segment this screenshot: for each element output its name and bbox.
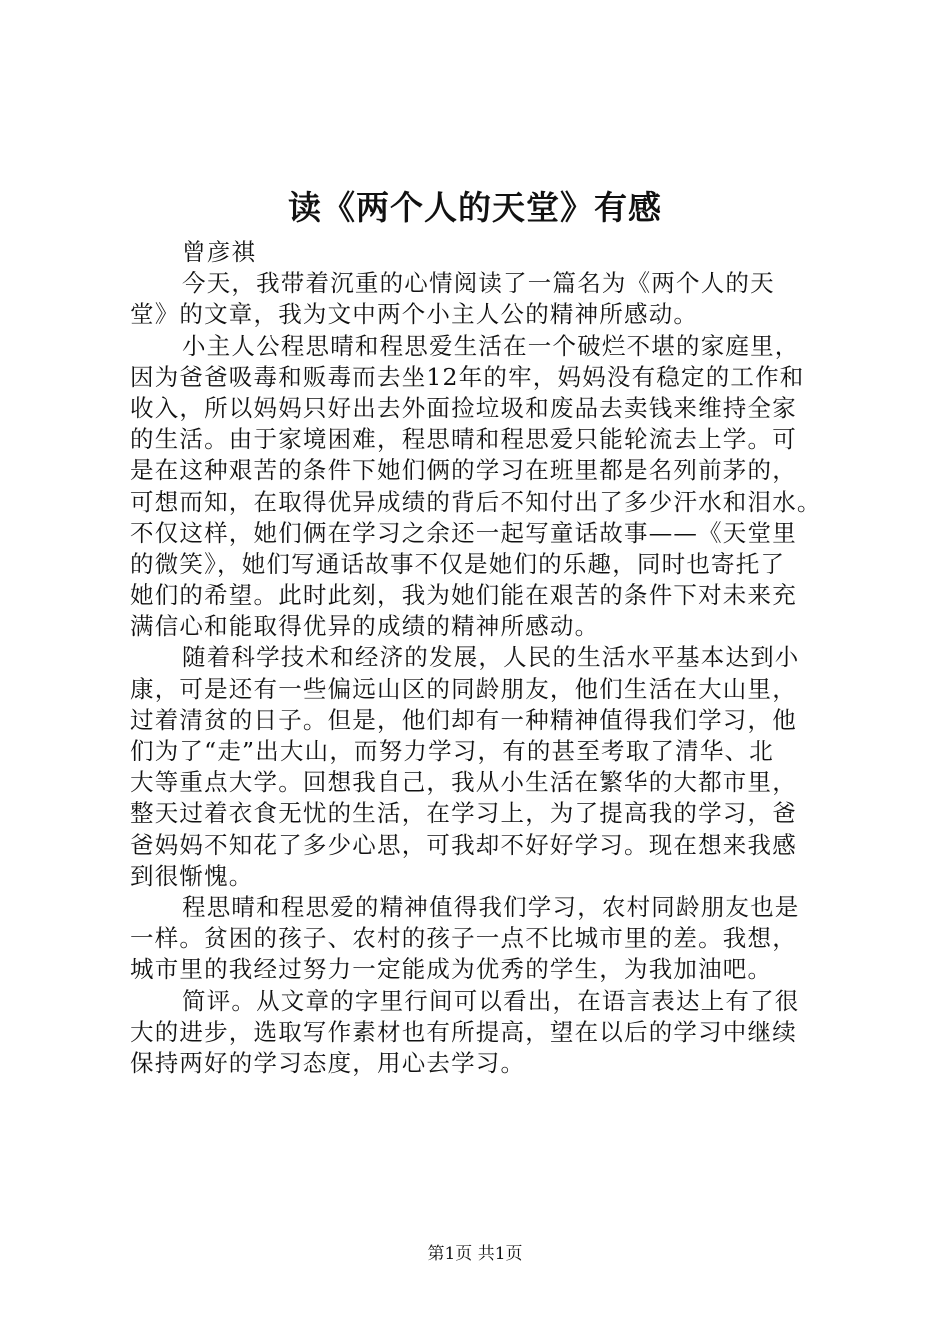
text-line: 大等重点大学。回想我自己，我从小生活在繁华的大都市里， [130, 768, 797, 797]
text-line: 不仅这样，她们俩在学习之余还一起写童话故事——《天堂里 [130, 518, 797, 547]
text-line: 到很惭愧。 [130, 861, 254, 890]
text-line: 大的进步，选取写作素材也有所提高，望在以后的学习中继续 [130, 1017, 797, 1046]
text-line: 整天过着衣食无忧的生活，在学习上，为了提高我的学习，爸 [130, 799, 797, 828]
paragraph-lines [130, 268, 835, 1079]
text-line: 们为了“走”出大山，而努力学习，有的甚至考取了清华、北 [130, 737, 774, 765]
text-line: 简评。从文章的字里行间可以看出，在语言表达上有了很 [182, 986, 800, 1015]
text-line: 可想而知，在取得优异成绩的背后不知付出了多少汗水和泪水。 [130, 487, 822, 516]
text-line: 堂》的文章，我为文中两个小主人公的精神所感动。 [130, 300, 699, 329]
text-line: 康，可是还有一些偏远山区的同龄朋友，他们生活在大山里， [130, 674, 797, 703]
text-line: 是在这种艰苦的条件下她们俩的学习在班里都是名列前茅的， [130, 456, 797, 485]
text-line: 过着清贫的日子。但是，他们却有一种精神值得我们学习，他 [130, 705, 797, 734]
text-line: 爸妈妈不知花了多少心思，可我却不好好学习。现在想来我感 [130, 830, 797, 859]
text-line: 程思晴和程思爱的精神值得我们学习，农村同龄朋友也是 [182, 892, 800, 921]
text-line: 的生活。由于家境困难，程思晴和程思爱只能轮流去上学。可 [130, 425, 797, 454]
document-title: 读《两个人的天堂》有感 [288, 188, 662, 227]
page-footer: 第1页 共1页 [427, 1244, 523, 1264]
text-line: 保持两好的学习态度，用心去学习。 [130, 1048, 526, 1077]
text-line: 她们的希望。此时此刻，我为她们能在艰苦的条件下对未来充 [130, 581, 797, 610]
text-line: 的微笑》，她们写通话故事不仅是她们的乐趣，同时也寄托了 [130, 549, 786, 578]
author-name: 曾彦祺 [182, 238, 257, 266]
text-line: 城市里的我经过努力一定能成为优秀的学生，为我加油吧。 [130, 955, 773, 984]
text-line: 小主人公程思晴和程思爱生活在一个破烂不堪的家庭里， [182, 331, 800, 360]
text-line: 因为爸爸吸毒和贩毒而去坐12年的牢，妈妈没有稳定的工作和 [130, 362, 805, 391]
document-body [130, 237, 835, 1079]
text-line: 今天，我带着沉重的心情阅读了一篇名为《两个人的天 [182, 269, 775, 298]
text-line: 一样。贫困的孩子、农村的孩子一点不比城市里的差。我想， [130, 924, 797, 953]
text-line: 随着科学技术和经济的发展，人民的生活水平基本达到小 [182, 643, 800, 672]
text-line: 收入，所以妈妈只好出去外面捡垃圾和废品去卖钱来维持全家 [130, 393, 797, 422]
text-line: 满信心和能取得优异的成绩的精神所感动。 [130, 612, 600, 641]
